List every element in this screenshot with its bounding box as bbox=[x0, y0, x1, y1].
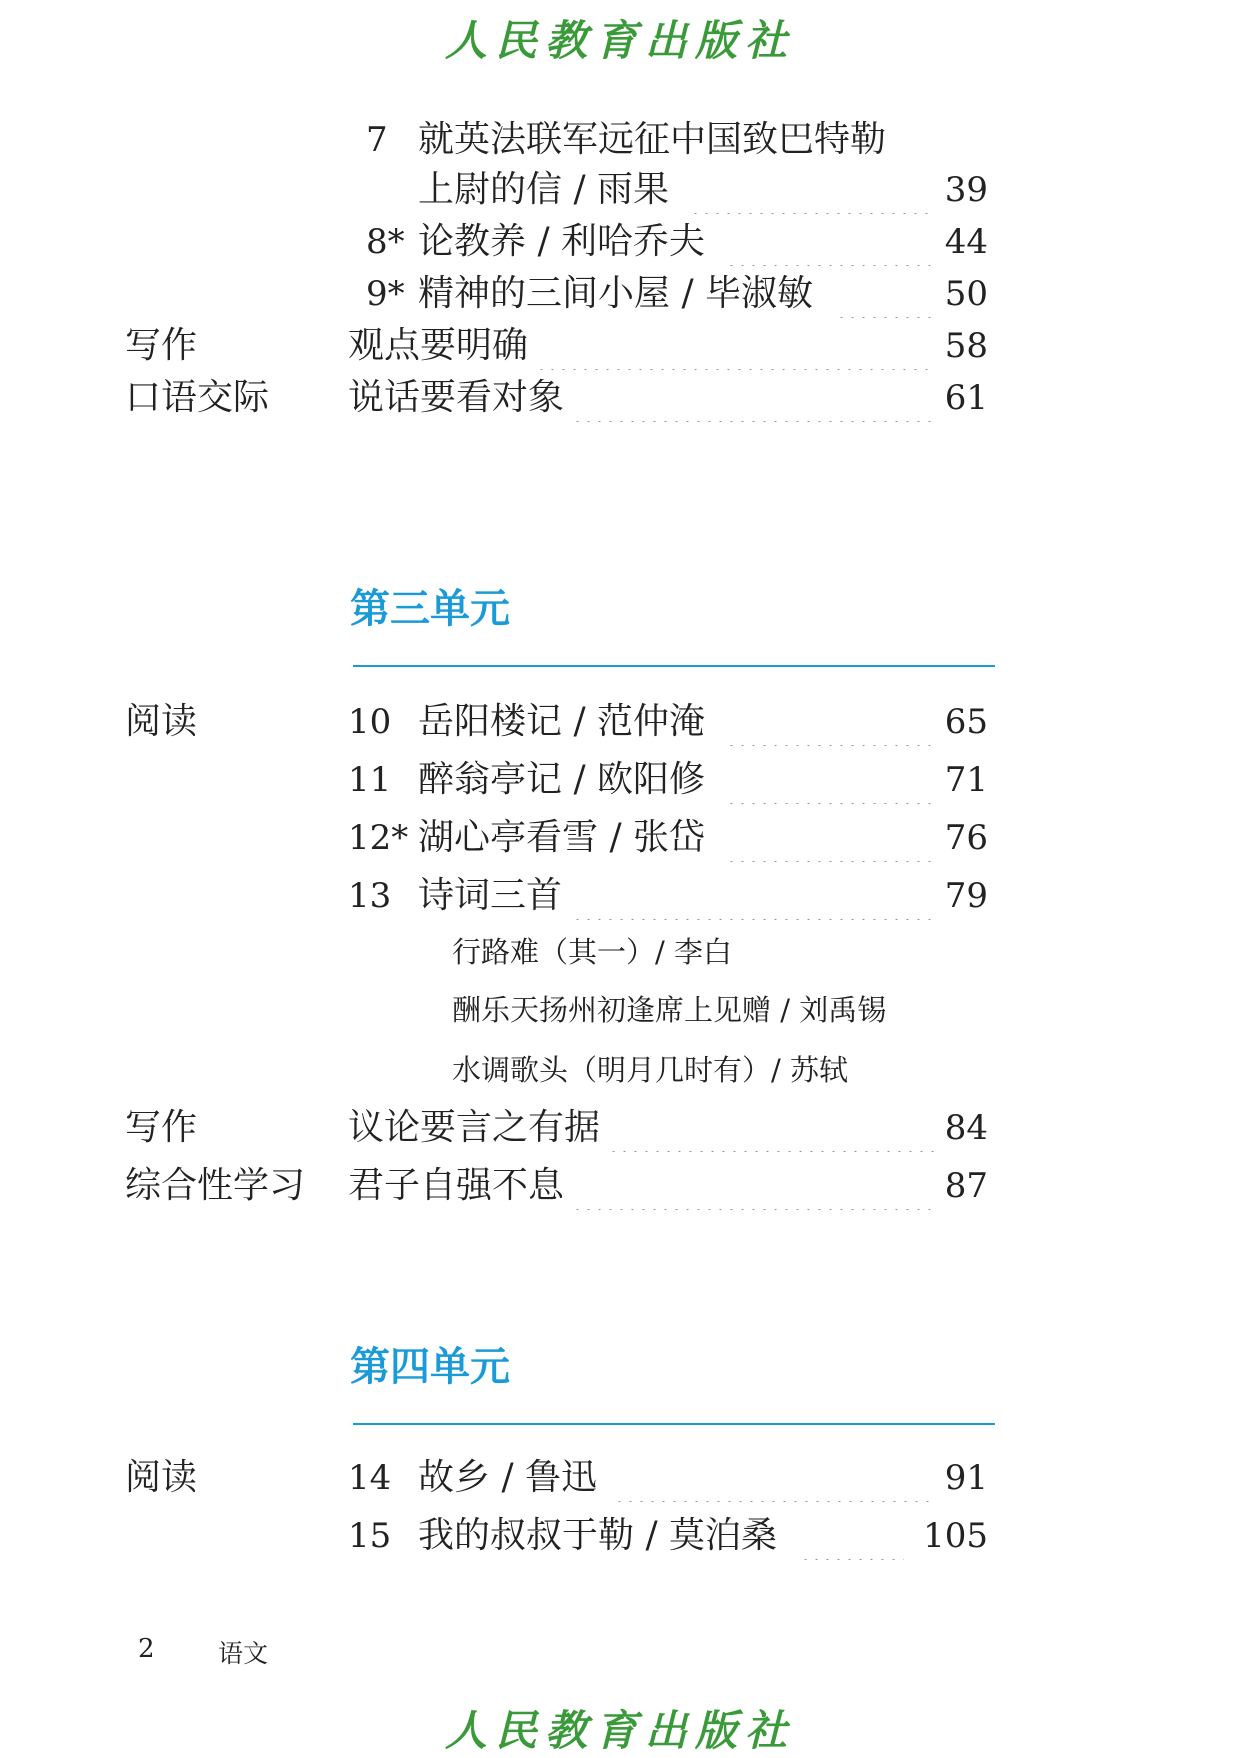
page-number: 39 bbox=[944, 170, 988, 210]
lesson-number: 8* bbox=[366, 222, 405, 262]
page-number: 50 bbox=[944, 274, 988, 314]
lesson-title: 就英法联军远征中国致巴特勒 bbox=[418, 119, 887, 160]
lesson-title: 故乡 / 鲁迅 bbox=[418, 1457, 598, 1498]
lesson-title: 我的叔叔于勒 / 莫泊桑 bbox=[418, 1515, 778, 1556]
section-category: 阅读 bbox=[125, 701, 198, 742]
lesson-title: 精神的三间小屋 / 毕淑敏 bbox=[418, 273, 814, 314]
section-title: 议论要言之有据 bbox=[348, 1107, 601, 1148]
dot-leader bbox=[726, 698, 935, 746]
page-number: 91 bbox=[944, 1458, 988, 1498]
dot-leader bbox=[572, 1162, 935, 1210]
lesson-number: 15 bbox=[348, 1516, 392, 1556]
page-number: 65 bbox=[944, 702, 988, 742]
page-number: 71 bbox=[944, 760, 988, 800]
page-number: 105 bbox=[923, 1516, 988, 1556]
dot-leader bbox=[614, 1454, 935, 1502]
page-number: 76 bbox=[944, 818, 988, 858]
footer-page-number: 2 bbox=[138, 1634, 155, 1664]
unit-heading: 第三单元 bbox=[350, 586, 510, 632]
dot-leader bbox=[572, 872, 935, 920]
section-category: 阅读 bbox=[125, 1457, 198, 1498]
poem-item: 酬乐天扬州初逢席上见赠 / 刘禹锡 bbox=[452, 993, 887, 1027]
lesson-number: 10 bbox=[348, 702, 392, 742]
publisher-logo-top: 人民教育出版社 bbox=[444, 16, 795, 65]
poem-item: 水调歌头（明月几时有）/ 苏轼 bbox=[452, 1053, 848, 1087]
lesson-title: 湖心亭看雪 / 张岱 bbox=[418, 817, 706, 858]
section-category: 写作 bbox=[125, 1107, 198, 1148]
dot-leader bbox=[836, 270, 935, 318]
lesson-title: 诗词三首 bbox=[418, 875, 563, 916]
dot-leader bbox=[536, 322, 935, 370]
section-title: 说话要看对象 bbox=[348, 377, 565, 418]
lesson-number: 12* bbox=[348, 818, 409, 858]
dot-leader bbox=[726, 814, 935, 862]
page-number: 44 bbox=[944, 222, 988, 262]
section-category: 写作 bbox=[125, 325, 198, 366]
lesson-title: 醉翁亭记 / 欧阳修 bbox=[418, 759, 706, 800]
dot-leader bbox=[690, 166, 935, 214]
section-category: 口语交际 bbox=[125, 377, 270, 418]
dot-leader bbox=[726, 756, 935, 804]
lesson-number: 9* bbox=[366, 274, 405, 314]
dot-leader bbox=[726, 218, 935, 266]
lesson-title: 岳阳楼记 / 范仲淹 bbox=[418, 701, 706, 742]
poem-item: 行路难（其一）/ 李白 bbox=[452, 935, 732, 969]
dot-leader bbox=[800, 1512, 904, 1560]
publisher-logo-bottom: 人民教育出版社 bbox=[444, 1706, 795, 1755]
lesson-number: 14 bbox=[348, 1458, 392, 1498]
unit-divider bbox=[353, 1423, 995, 1425]
page-number: 58 bbox=[944, 326, 988, 366]
footer-subject: 语文 bbox=[218, 1639, 269, 1668]
page-number: 61 bbox=[944, 378, 988, 418]
page-number: 79 bbox=[944, 876, 988, 916]
section-title: 观点要明确 bbox=[348, 325, 529, 366]
lesson-title: 论教养 / 利哈乔夫 bbox=[418, 221, 706, 262]
page-number: 84 bbox=[944, 1108, 988, 1148]
section-title: 君子自强不息 bbox=[348, 1165, 565, 1206]
lesson-number: 13 bbox=[348, 876, 392, 916]
section-category: 综合性学习 bbox=[125, 1165, 306, 1206]
lesson-number: 11 bbox=[348, 760, 392, 800]
dot-leader bbox=[608, 1104, 935, 1152]
lesson-number: 7 bbox=[366, 120, 388, 160]
unit-divider bbox=[353, 665, 995, 667]
page-number: 87 bbox=[944, 1166, 988, 1206]
lesson-title-continued: 上尉的信 / 雨果 bbox=[418, 169, 670, 210]
unit-heading: 第四单元 bbox=[350, 1344, 510, 1390]
dot-leader bbox=[572, 374, 935, 422]
